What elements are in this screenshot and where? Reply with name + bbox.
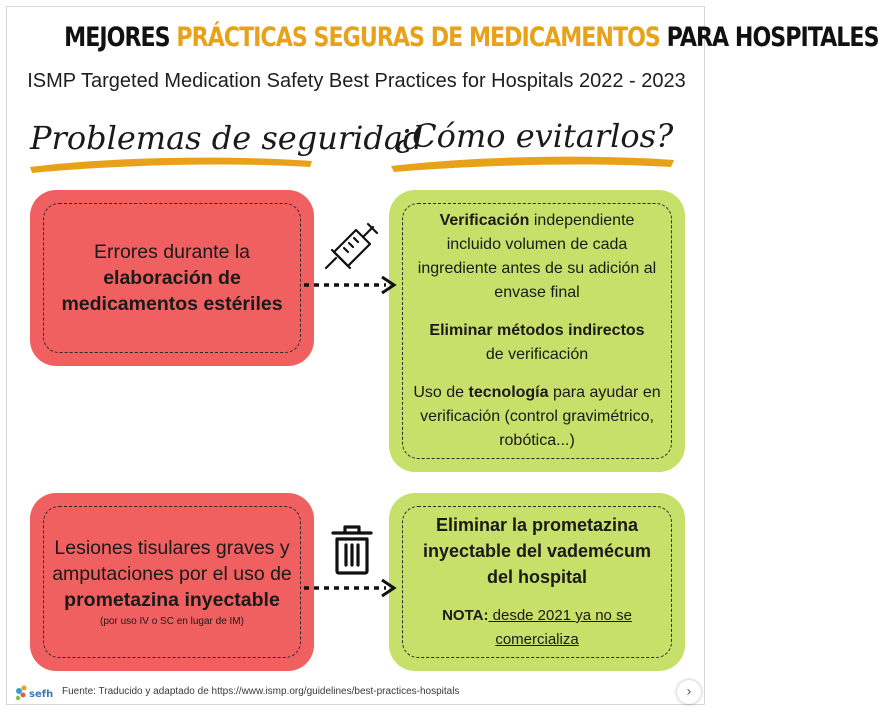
right-column-heading: ¿Cómo evitarlos? <box>395 117 674 155</box>
next-slide-button[interactable] <box>677 680 701 704</box>
right-heading-underline <box>388 150 678 174</box>
left-heading-underline <box>26 152 316 174</box>
solution1-paragraph1: Verificación independiente incluido volumen de cada ingrediente antes de su adición al envase final <box>417 212 657 301</box>
problem1-text: Errores durante la <box>93 241 251 263</box>
solution2-bold: Eliminar la prometazina inyectable del vademécum del hospital <box>422 515 652 587</box>
solution1-paragraph3: Uso de tecnología para ayudar en verificación (control gravimétrico, robótica...) <box>413 384 661 449</box>
arrow-connector-2 <box>300 575 400 601</box>
solution1-paragraph2: Eliminar métodos indirectos de verificación <box>429 322 645 363</box>
syringe-icon <box>322 222 380 272</box>
problem-card-promethazine <box>30 493 314 671</box>
page-subtitle: ISMP Targeted Medication Safety Best Practices for Hospitals 2022 - 2023 <box>27 70 686 92</box>
solution2-note: NOTA: desde 2021 ya no se comercializa <box>442 607 632 648</box>
sefh-logo <box>13 682 59 706</box>
problem2-text: Lesiones tisulares graves y amputaciones por el uso de prometazina inyectable <box>52 537 292 611</box>
problem2-note: (por uso IV o SC en lugar de IM) <box>100 616 244 627</box>
left-column-heading: Problemas de seguridad <box>30 119 424 157</box>
problem2-bold: prometazina inyectable <box>64 589 280 611</box>
svg-text:sefh: sefh <box>29 689 54 700</box>
arrow-connector-1 <box>300 272 400 298</box>
solution-card-sterile <box>389 190 685 472</box>
chevron-right-icon: › <box>686 684 692 700</box>
problem1-bold: elaboración de medicamentos estériles <box>61 267 283 315</box>
solution-card-promethazine <box>389 493 685 671</box>
source-footer: Fuente: Traducido y adaptado de https://www.ismp.org/guidelines/best-practices-hospitals <box>62 686 460 697</box>
title-accent: PRÁCTICAS SEGURAS DE MEDICAMENTOS <box>176 22 660 53</box>
trash-icon <box>330 524 374 576</box>
problem-card-sterile <box>30 190 314 366</box>
page-title: MEJORES PRÁCTICAS SEGURAS DE MEDICAMENTOS PARA HOSPITALES <box>64 22 879 53</box>
